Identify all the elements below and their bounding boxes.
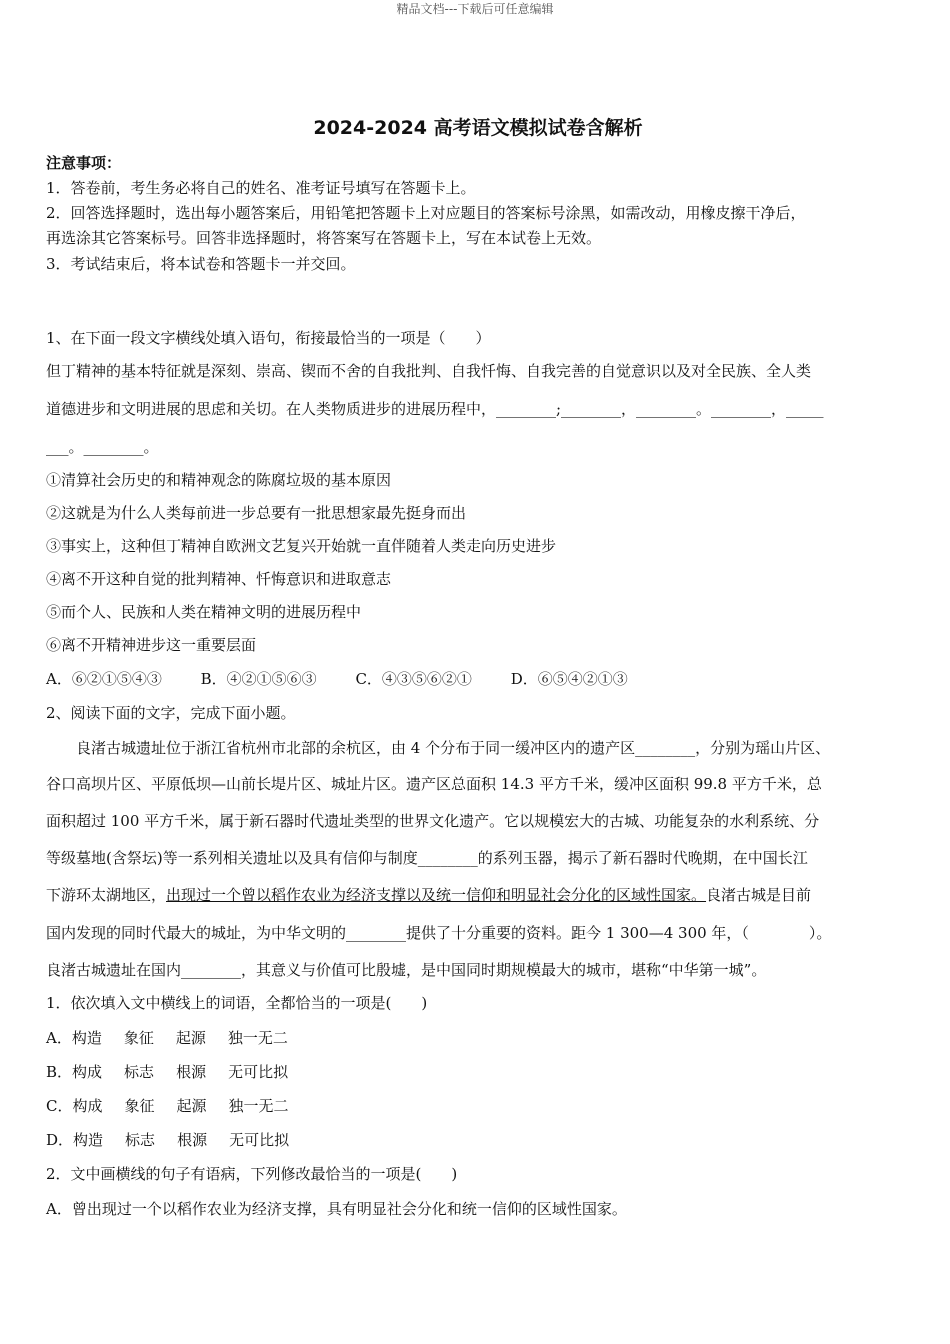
q2-sub1-stem: 1．依次填入文中横线上的词语，全都恰当的一项是( ) — [46, 994, 428, 1012]
option-label: B． — [46, 1063, 73, 1081]
option-label: A． — [46, 1029, 72, 1047]
option-word: 根源 — [177, 1131, 208, 1149]
option-word: 独一无二 — [228, 1097, 289, 1115]
q1-item: ②这就是为什么人类每前进一步总要有一批思想家最先挺身而出 — [46, 504, 467, 522]
option-word: 构造 — [71, 1029, 102, 1047]
option-word: 无可比拟 — [228, 1063, 289, 1081]
q2-passage-line: 良渚古城遗址位于浙江省杭州市北部的余杭区，由 4 个分布于同一缓冲区内的遗产区________，分别为瑶山片区、 — [46, 739, 831, 757]
notice-item-2: 2．回答选择题时，选出每小题答案后，用铅笔把答题卡上对应题目的答案标号涂黑，如需改动，用橡皮擦干净后， — [46, 204, 806, 222]
q1-item: ③事实上，这种但丁精神自欧洲文艺复兴开始就一直伴随着人类走向历史进步 — [46, 537, 557, 555]
q1-item: ④离不开这种自觉的批判精神、忏悔意识和进取意志 — [46, 570, 392, 588]
notice-item-3: 3．考试结束后，将本试卷和答题卡一并交回。 — [46, 255, 356, 273]
q2-sub2-stem: 2．文中画横线的句子有语病，下列修改最恰当的一项是( ) — [46, 1165, 458, 1183]
notice-heading: 注意事项： — [46, 154, 122, 172]
q1-option-c[interactable]: C．④③⑤⑥②① — [355, 670, 472, 688]
q1-option-a[interactable]: A．⑥②①⑤④③ — [46, 670, 162, 688]
option-word: 无可比拟 — [229, 1131, 290, 1149]
option-word: 起源 — [176, 1097, 207, 1115]
option-word: 象征 — [124, 1097, 155, 1115]
option-word: 起源 — [175, 1029, 206, 1047]
option-word: 构成 — [72, 1063, 103, 1081]
q1-passage-line: 道德进步和文明进展的思虑和关切。在人类物质进步的进展历程中，________;________，________。________，_____ — [46, 400, 824, 418]
q2-passage-line: 良渚古城遗址在国内________，其意义与价值可比殷墟，是中国同时期规模最大的城市，堪称“中华第一城”。 — [46, 961, 767, 979]
q2-passage-line — [46, 884, 811, 905]
option-word: 标志 — [125, 1131, 156, 1149]
q1-passage-line: ___。________。 — [46, 438, 159, 456]
q2-passage-line: 谷口高坝片区、平原低坝—山前长堤片区、城址片区。遗产区总面积 14.3 平方千米，缓冲区面积 99.8 平方千米，总 — [46, 775, 822, 793]
q1-item: ⑥离不开精神进步这一重要层面 — [46, 636, 257, 654]
page-title: 2024-2024 高考语文模拟试卷含解析 — [313, 117, 643, 139]
q1-option-d[interactable]: D．⑥⑤④②①③ — [510, 670, 628, 688]
option-label: D． — [46, 1131, 74, 1149]
header-note: 精品文档---下载后可任意编辑 — [396, 2, 554, 16]
notice-item-1: 1．答卷前，考生务必将自己的姓名、准考证号填写在答题卡上。 — [46, 179, 476, 197]
option-word: 构成 — [72, 1097, 103, 1115]
notice-item-2-cont: 再选涂其它答案标号。回答非选择题时，将答案写在答题卡上，写在本试卷上无效。 — [46, 229, 602, 247]
underlined-sentence: 出现过一个曾以稻作农业为经济支撑以及统一信仰和明显社会分化的区域性国家。 — [166, 886, 707, 904]
q1-item: ⑤而个人、民族和人类在精神文明的进展历程中 — [46, 603, 362, 621]
q1-option-b[interactable]: B．④②①⑤⑥③ — [200, 670, 317, 688]
q1-passage-line: 但丁精神的基本特征就是深刻、崇高、锲而不舍的自我批判、自我忏悔、自我完善的自觉意识以及对全民族、全人类 — [46, 362, 812, 380]
option-word: 根源 — [176, 1063, 207, 1081]
q2-line5-pre: 下游环太湖地区， — [46, 886, 167, 904]
q2-line5-post: 良渚古城是目前 — [706, 886, 812, 904]
q2-passage-line: 面积超过 100 平方千米，属于新石器时代遗址类型的世界文化遗产。它以规模宏大的古城、功能复杂的水利系统、分 — [46, 812, 820, 830]
option-word: 独一无二 — [227, 1029, 288, 1047]
option-word: 象征 — [123, 1029, 154, 1047]
q2-sub1-option-c[interactable] — [46, 1095, 311, 1116]
option-word: 构造 — [73, 1131, 104, 1149]
q2-passage-line: 国内发现的同时代最大的城址，为中华文明的________提供了十分重要的资料。距今 1 300—4 300 年，（ ）。 — [46, 924, 832, 942]
q2-sub1-option-d[interactable] — [46, 1129, 311, 1150]
q2-sub2-option-a[interactable]: A．曾出现过一个以稻作农业为经济支撑，具有明显社会分化和统一信仰的区域性国家。 — [46, 1200, 627, 1218]
q1-options — [46, 668, 662, 689]
q2-passage-line: 等级墓地(含祭坛)等一系列相关遗址以及具有信仰与制度________的系列玉器，揭示了新石器时代晚期，在中国长江 — [46, 849, 808, 867]
q2-sub1-option-a[interactable] — [46, 1027, 310, 1048]
q1-item: ①清算社会历史的和精神观念的陈腐垃圾的基本原因 — [46, 471, 392, 489]
q2-stem: 2、阅读下面的文字，完成下面小题。 — [46, 704, 296, 722]
q1-stem: 1、在下面一段文字横线处填入语句，衔接最恰当的一项是（ ） — [46, 329, 491, 347]
q2-sub1-option-b[interactable] — [46, 1061, 310, 1082]
option-word: 标志 — [124, 1063, 155, 1081]
option-label: C． — [46, 1097, 73, 1115]
